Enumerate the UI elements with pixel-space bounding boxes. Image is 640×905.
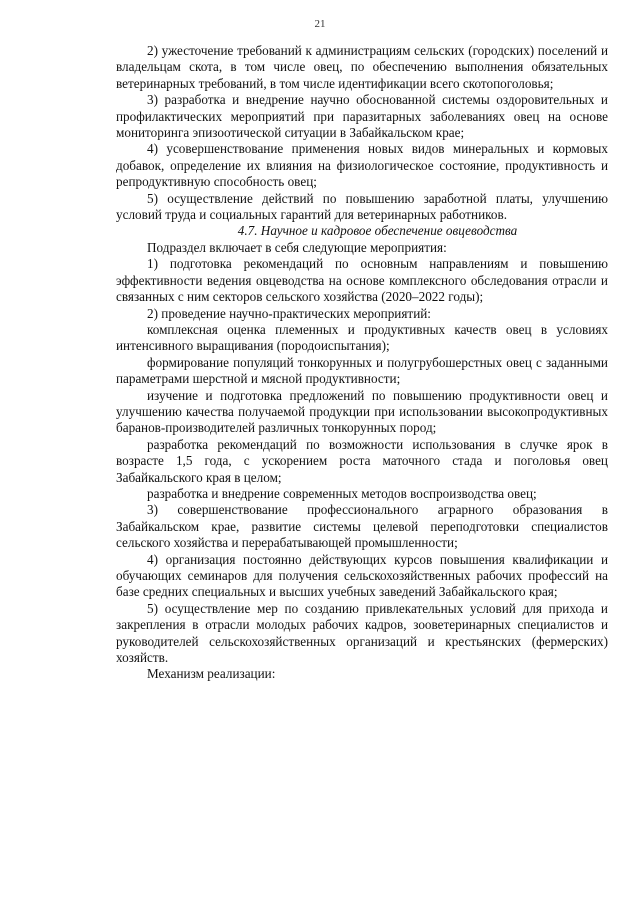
paragraph: Подраздел включает в себя следующие мероприятия: — [147, 239, 447, 255]
paragraph: 5) осуществление действий по повышению заработной платы, улучшению условий труда и социальных гарантий для ветеринарных работников. — [116, 190, 608, 223]
paragraph: формирование популяций тонкорунных и полугрубошерстных овец с заданными параметрами шерстной и мясной продуктивности; — [116, 354, 608, 387]
document-body — [116, 43, 608, 683]
paragraph: 4) усовершенствование применения новых видов минеральных и кормовых добавок, определение их влияния на физиологическое состояние, продуктивность и репродуктивную способность овец; — [116, 141, 608, 190]
paragraph: 3) совершенствование профессионального аграрного образования в Забайкальском крае, развитие системы целевой переподготовки специалистов сельского хозяйства и перерабатывающей промышленности; — [116, 502, 608, 551]
paragraph: разработка рекомендаций по возможности использования в случке ярок в возрасте 1,5 года, с ускорением роста маточного стада и поголовья овец Забайкальского края в целом; — [116, 436, 608, 485]
paragraph: 1) подготовка рекомендаций по основным направлениям и повышению эффективности ведения овцеводства на основе комплексного обследования отрасли и связанных с ним секторов сельского хозяйства (2020–2022 годы); — [116, 256, 608, 305]
page-number: 21 — [314, 18, 326, 30]
paragraph: 2) ужесточение требований к администрациям сельских (городских) поселений и владельцам скота, в том числе овец, по обеспечению выполнения обязательных ветеринарных требований, в том числе идентификации всего скотопоголовья; — [116, 43, 608, 91]
paragraph: комплексная оценка племенных и продуктивных качеств овец в условиях интенсивного выращивания (породоиспытания); — [116, 321, 608, 354]
paragraph: 5) осуществление мер по созданию привлекательных условий для прихода и закрепления в отрасли молодых рабочих кадров, зооветеринарных специалистов и руководителей сельскохозяйственных организаций и крестьянских (фермерских) хозяйств. — [116, 600, 608, 666]
section-heading: 4.7. Научное и кадровое обеспечение овцеводства — [237, 223, 518, 239]
paragraph: Механизм реализации: — [147, 666, 276, 682]
paragraph: изучение и подготовка предложений по повышению продуктивности овец и улучшению качества получаемой продукции при использовании высокопродуктивных баранов-производителей различных тонкорунных пород; — [116, 387, 608, 436]
paragraph: 3) разработка и внедрение научно обоснованной системы оздоровительных и профилактических мероприятий при паразитарных заболеваниях овец на основе мониторинга эпизоотической ситуации в Забайкальском крае; — [116, 92, 608, 141]
paragraph: разработка и внедрение современных методов воспроизводства овец; — [147, 485, 537, 501]
paragraph: 4) организация постоянно действующих курсов повышения квалификации и обучающих семинаров для получения сельскохозяйственных рабочих профессий на базе средних специальных и высших учебных заведений Забайкальского края; — [116, 551, 608, 600]
paragraph: 2) проведение научно-практических мероприятий: — [147, 305, 431, 321]
